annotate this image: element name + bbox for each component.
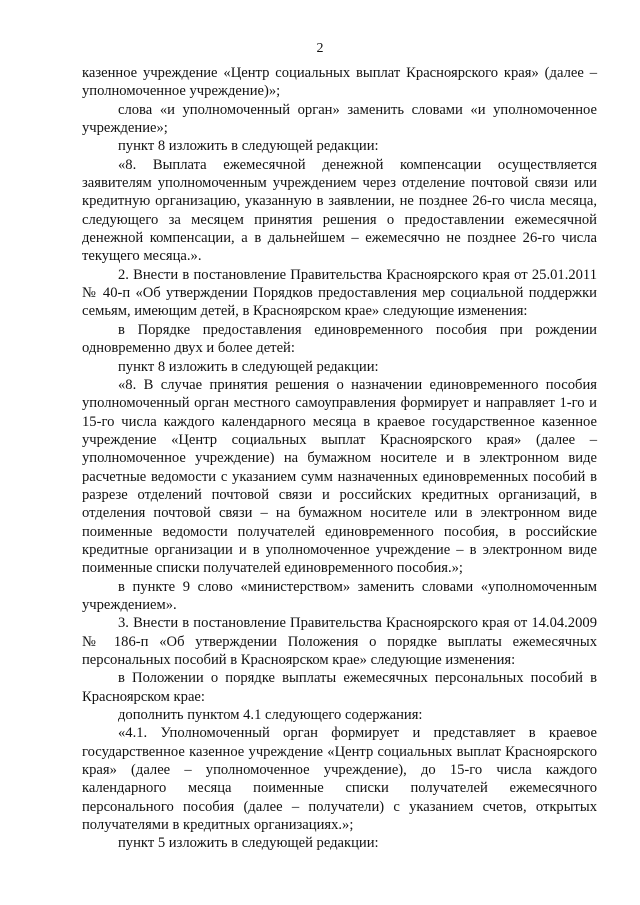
- paragraph-3: пункт 8 изложить в следующей редакции:: [118, 138, 379, 155]
- paragraph-2: слова «и уполномоченный орган» заменить словами «и уполномоченное учреждение»;: [82, 101, 597, 137]
- paragraph-11: в Положении о порядке выплаты ежемесячных персональных пособий в Красноярском крае:: [82, 670, 597, 705]
- paragraph-9: в пункте 9 слово «министерством» заменить словами «уполномоченным учреждением».: [82, 578, 597, 613]
- paragraph-5: 2. Внести в постановление Правительства Красноярского края от 25.01.2011 № 40-п «Об утверждении Порядков предоставления мер социальной поддержки семьям, имеющим детей, в Красноярском крае» следующие изменения:: [82, 266, 597, 320]
- paragraph-10: 3. Внести в постановление Правительства Красноярского края от 14.04.2009 № 186-п «Об утверждении Положения о порядке выплаты ежемесячных персональных пособий в Красноярском крае» следующие изменения:: [82, 615, 597, 668]
- paragraph-4: «8. Выплата ежемесячной денежной компенсации осуществляется заявителям уполномоченным учреждением через отделение почтовой связи или кредитную организацию, указанную в заявлении, не позднее 26-го числа месяца, следующего за месяцем принятия решения о предоставлении ежемесячной денежной компенсации, а в дальнейшем – ежемесячно не позднее 26-го числа текущего месяца.».: [82, 156, 597, 265]
- paragraph-7: пункт 8 изложить в следующей редакции:: [118, 358, 379, 375]
- paragraph-13: «4.1. Уполномоченный орган формирует и представляет в краевое государственное казенное учреждение «Центр социальных выплат Красноярского края» (далее – уполномоченное учреждение), до 15-го числа каждого календарного месяца поименные списки получателей ежемесячного персонального пособия (далее – получатели) с указанием счетов, открытых получателями в кредитных организациях.»;: [82, 725, 597, 834]
- paragraph-1: казенное учреждение «Центр социальных выплат Красноярского края» (далее – уполномоченное учреждение)»;: [82, 65, 597, 100]
- paragraph-12: дополнить пунктом 4.1 следующего содержания:: [118, 707, 423, 724]
- paragraph-8: «8. В случае принятия решения о назначении единовременного пособия уполномоченный орган местного самоуправления формирует и направляет 1-го и 15-го числа каждого календарного месяца в краевое государственное казенное учреждение «Центр социальных выплат Красноярского края» (далее – уполномоченное учреждение) на бумажном носителе и в электронном виде расчетные ведомости с указанием сумм назначенных единовременных пособий в разрезе отделений почтовой связи и российских кредитных организаций, в отделения почтовой связи – на бумажном носителе или в электронном виде поименные ведомости получателей единовременного пособия, в российские кредитные организации и в уполномоченное учреждение – в электронном виде поименные списки получателей единовременного пособия.»;: [82, 376, 597, 577]
- document-body: [82, 64, 597, 853]
- paragraph-6: в Порядке предоставления единовременного пособия при рождении одновременно двух и более детей:: [82, 321, 597, 357]
- page-number: 2: [316, 41, 324, 56]
- paragraph-14: пункт 5 изложить в следующей редакции:: [118, 835, 379, 852]
